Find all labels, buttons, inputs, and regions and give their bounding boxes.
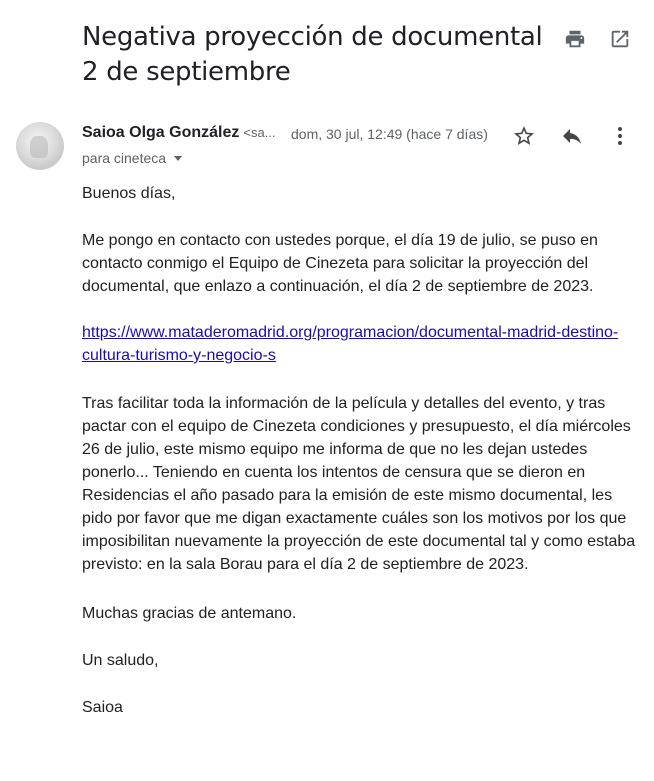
email-subject — [82, 20, 543, 90]
sender-name[interactable]: Saioa Olga González — [82, 124, 240, 141]
greeting: Buenos días, — [82, 185, 176, 202]
paragraph-2-line: Tras facilitar toda la información de la película y detalles del evento, y tras — [82, 395, 606, 412]
paragraph-1-line: contacto conmigo el Equipo de Cinezeta para solicitar la proyección del — [82, 255, 589, 272]
documentary-link-line[interactable]: https://www.mataderomadrid.org/programacion/documental-madrid-destino- — [82, 324, 619, 341]
paragraph-2 — [82, 392, 635, 576]
recipients-label: para cineteca — [82, 150, 167, 166]
message-date: dom, 30 jul, 12:49 (hace 7 días) — [291, 126, 488, 142]
open-in-new-icon[interactable] — [609, 28, 631, 50]
print-icon[interactable] — [564, 28, 586, 50]
paragraph-2-line: ponerlo... Teniendo en cuenta los intentos de censura que se dieron en — [82, 464, 586, 481]
avatar[interactable] — [16, 122, 64, 170]
avatar-figure — [30, 136, 48, 158]
subject-line-2: 2 de septiembre — [82, 57, 291, 87]
documentary-link[interactable] — [82, 321, 618, 367]
thanks-line: Muchas gracias de antemano. — [82, 605, 297, 622]
documentary-link-line[interactable]: cultura-turismo-y-negocio-s — [82, 347, 276, 364]
subject-line-1: Negativa proyección de documental — [82, 22, 543, 52]
paragraph-1-line: documental, que enlazo a continuación, el día 2 de septiembre de 2023. — [82, 278, 594, 295]
sender-email: <sa... — [243, 125, 276, 140]
sender — [82, 124, 276, 144]
more-vert-icon[interactable] — [608, 124, 632, 148]
paragraph-2-line: pido por favor que me digan exactamente cuáles son los motivos por los que — [82, 510, 627, 527]
chevron-down-icon[interactable] — [174, 156, 182, 161]
paragraph-1 — [82, 229, 598, 298]
recipients[interactable] — [82, 150, 182, 166]
paragraph-2-line: pactar con el equipo de Cinezeta condiciones y presupuesto, el día miércoles — [82, 418, 631, 435]
paragraph-2-line: previsto: en la sala Borau para el día 2 de septiembre de 2023. — [82, 556, 529, 573]
paragraph-2-line: 26 de julio, este mismo equipo me informa de que no les dejan ustedes — [82, 441, 588, 458]
paragraph-2-line: imposibilitan nuevamente la proyección de este documental tal y como estaba — [82, 533, 636, 550]
paragraph-2-line: Residencias el año pasado para la emisión de este mismo documental, les — [82, 487, 613, 504]
star-icon[interactable] — [512, 124, 536, 148]
reply-icon[interactable] — [560, 124, 584, 148]
signature: Saioa — [82, 699, 123, 716]
closing-line: Un saludo, — [82, 652, 159, 669]
paragraph-1-line: Me pongo en contacto con ustedes porque, el día 19 de julio, se puso en — [82, 232, 598, 249]
